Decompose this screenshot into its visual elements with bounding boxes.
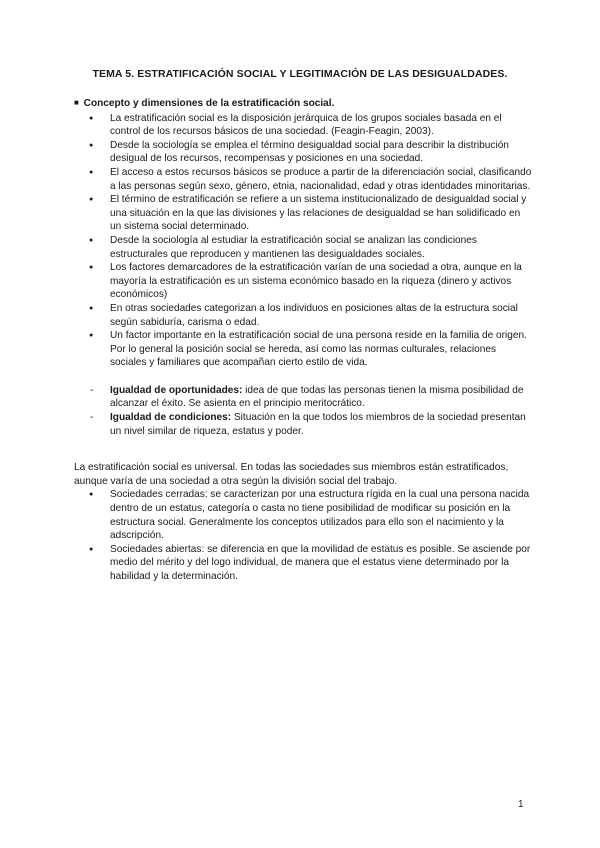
section-heading bbox=[74, 96, 534, 111]
list-item: ● Un factor importante en la estratificación social de una persona reside en la familia de origen. Por lo general la posición social se hereda, así como las normas culturales, relaciones sociales y familiares que acompañan cierto estilo de vida. bbox=[110, 329, 534, 370]
list-item: ● Sociedades abiertas: se diferencia en que la movilidad de estatus es posible. Se asciende por medio del mérito y del logo individual, de manera que el estatus viene determinado por la habilidad y la determinación. bbox=[110, 543, 534, 584]
term-definition: Situación en la que todos los miembros de la sociedad presentan un nivel similar de riqueza, estatus y poder. bbox=[110, 412, 526, 437]
list-item: ● Desde la sociología se emplea el término desigualdad social para describir la distribución desigual de los recursos, recompensas y posiciones en una sociedad. bbox=[110, 139, 534, 166]
document-body bbox=[74, 96, 534, 584]
term-label: Igualdad de condiciones: bbox=[110, 412, 232, 424]
square-bullet-icon: ■ bbox=[74, 98, 79, 107]
list-item: ● El acceso a estos recursos básicos se produce a partir de la diferenciación social, clasificando a las personas según sexo, género, etnia, nacionalidad, edad y otras identidades minoritarias. bbox=[110, 166, 534, 193]
list-item: ● En otras sociedades categorizan a los individuos en posiciones altas de la estructura social según sabiduría, carisma o edad. bbox=[110, 302, 534, 329]
bullet-list bbox=[74, 112, 534, 370]
page-number: 1 bbox=[518, 799, 524, 810]
term-definition: idea de que todas las personas tienen la misma posibilidad de alcanzar el éxito. Se asienta en el principio meritocrático. bbox=[110, 384, 524, 410]
list-item bbox=[110, 384, 534, 411]
list-item: ● Desde la sociología al estudiar la estratificación social se analizan las condiciones estructurales que reproducen y mantienen las desigualdades sociales. bbox=[110, 234, 534, 261]
term-label: Igualdad de oportunidades: bbox=[110, 384, 243, 396]
bullet-list-2 bbox=[74, 488, 534, 583]
list-item bbox=[110, 411, 534, 438]
list-item: ● La estratificación social es la disposición jerárquica de los grupos sociales basada en el control de los recursos básicos de una sociedad. (Feagin-Feagin, 2003). bbox=[110, 112, 534, 139]
dash-list bbox=[74, 384, 534, 438]
body-paragraph: La estratificación social es universal. En todas las sociedades sus miembros están estratificados, aunque varía de una sociedad a otra según la división social del trabajo. bbox=[74, 462, 509, 487]
list-item: ● El término de estratificación se refiere a un sistema institucionalizado de desigualdad social y una situación en la que las divisiones y las relaciones de desigualdad se han solidificado en un sistema social determinado. bbox=[110, 193, 534, 234]
section-heading-text: Concepto y dimensiones de la estratificación social. bbox=[83, 98, 335, 109]
page-title: TEMA 5. ESTRATIFICACIÓN SOCIAL Y LEGITIMACIÓN DE LAS DESIGUALDADES. bbox=[92, 68, 508, 80]
list-item: ● Los factores demarcadores de la estratificación varían de una sociedad a otra, aunque en la mayoría la estratificación es un sistema económico basado en la riqueza (dinero y activos económicos) bbox=[110, 261, 534, 302]
list-item: ● Sociedades cerradas: se caracterizan por una estructura rígida en la cual una persona nacida dentro de un estatus, categoría o casta no tiene posibilidad de modificar su posición en la estructura social. Generalmente los conceptos utilizados para ello son el nacimiento y la adscripción. bbox=[110, 488, 534, 542]
